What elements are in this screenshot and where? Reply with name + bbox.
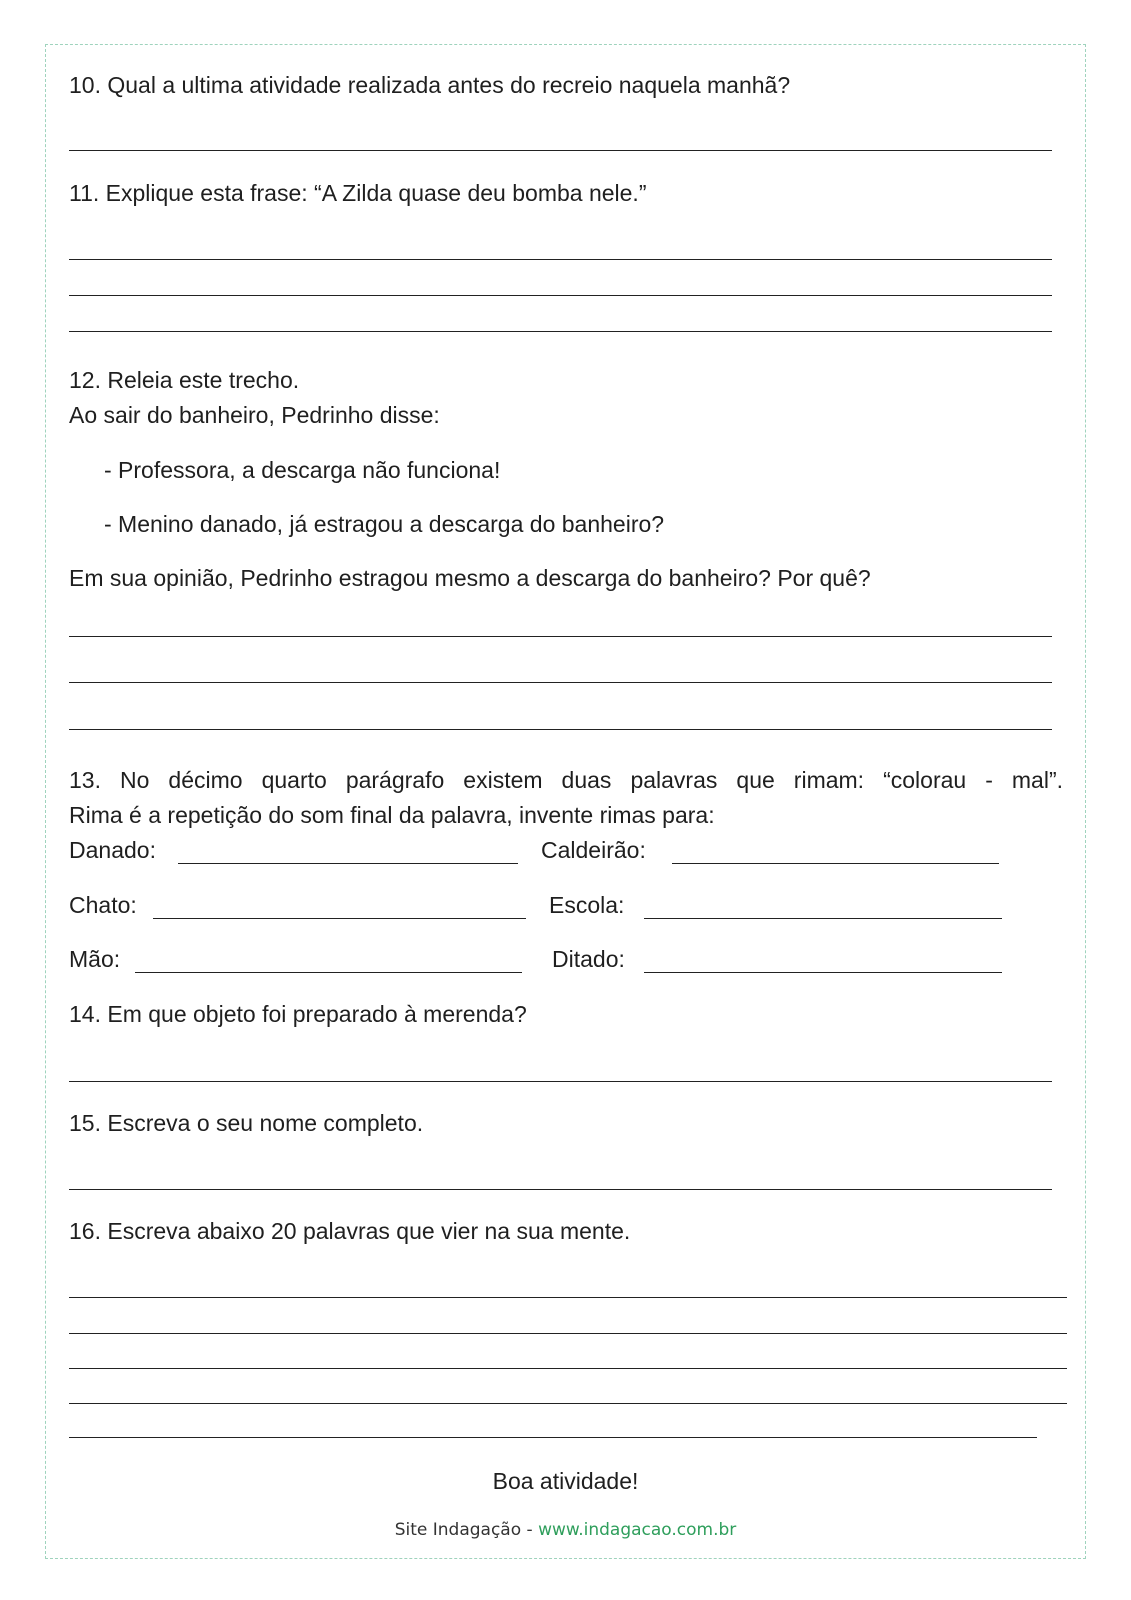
question-12-passage: Ao sair do banheiro, Pedrinho disse: xyxy=(69,402,440,428)
answer-line[interactable] xyxy=(69,259,1052,260)
footer-site-label: Site Indagação - xyxy=(394,1520,539,1540)
dialog-line-2: - Menino danado, já estragou a descarga do banheiro? xyxy=(104,511,665,537)
answer-line[interactable] xyxy=(69,1081,1052,1082)
dialog-line-1: - Professora, a descarga não funciona! xyxy=(104,457,501,483)
answer-line[interactable] xyxy=(69,636,1052,637)
answer-line[interactable] xyxy=(69,729,1052,730)
answer-line[interactable] xyxy=(69,682,1052,683)
answer-line[interactable] xyxy=(69,1403,1067,1404)
question-14: 14. Em que objeto foi preparado à merenda? xyxy=(69,1001,527,1027)
question-13-instruction: Rima é a repetição do som final da palavra, invente rimas para: xyxy=(69,802,715,828)
question-11: 11. Explique esta frase: “A Zilda quase deu bomba nele.” xyxy=(69,180,647,206)
question-16: 16. Escreva abaixo 20 palavras que vier na sua mente. xyxy=(69,1218,631,1244)
rhyme-label-danado: Danado: xyxy=(69,837,156,863)
footer-link[interactable]: www.indagacao.com.br xyxy=(538,1520,737,1540)
rhyme-field-ditado[interactable] xyxy=(644,972,1002,973)
question-12-intro: 12. Releia este trecho. xyxy=(69,367,300,393)
rhyme-label-ditado: Ditado: xyxy=(552,946,625,972)
rhyme-label-chato: Chato: xyxy=(69,892,137,918)
answer-line[interactable] xyxy=(69,1189,1052,1190)
answer-line[interactable] xyxy=(69,1368,1067,1369)
closing-message: Boa atividade! xyxy=(492,1468,639,1494)
rhyme-field-caldeirao[interactable] xyxy=(672,863,999,864)
rhyme-field-escola[interactable] xyxy=(644,918,1002,919)
answer-line[interactable] xyxy=(69,1333,1067,1334)
question-15: 15. Escreva o seu nome completo. xyxy=(69,1110,424,1136)
answer-line[interactable] xyxy=(69,150,1052,151)
rhyme-field-chato[interactable] xyxy=(153,918,526,919)
rhyme-label-mao: Mão: xyxy=(69,946,121,972)
question-13: 13. No décimo quarto parágrafo existem duas palavras que rimam: “colorau - mal”. xyxy=(69,767,1063,793)
question-10: 10. Qual a ultima atividade realizada antes do recreio naquela manhã? xyxy=(69,72,791,98)
rhyme-field-danado[interactable] xyxy=(178,863,518,864)
answer-line[interactable] xyxy=(69,1297,1067,1298)
answer-line[interactable] xyxy=(69,331,1052,332)
rhyme-field-mao[interactable] xyxy=(135,972,522,973)
question-12-prompt: Em sua opinião, Pedrinho estragou mesmo a descarga do banheiro? Por quê? xyxy=(69,565,871,591)
footer xyxy=(0,1520,1131,1540)
answer-line[interactable] xyxy=(69,1437,1037,1438)
answer-line[interactable] xyxy=(69,295,1052,296)
rhyme-label-escola: Escola: xyxy=(549,892,625,918)
rhyme-label-caldeirao: Caldeirão: xyxy=(541,837,646,863)
